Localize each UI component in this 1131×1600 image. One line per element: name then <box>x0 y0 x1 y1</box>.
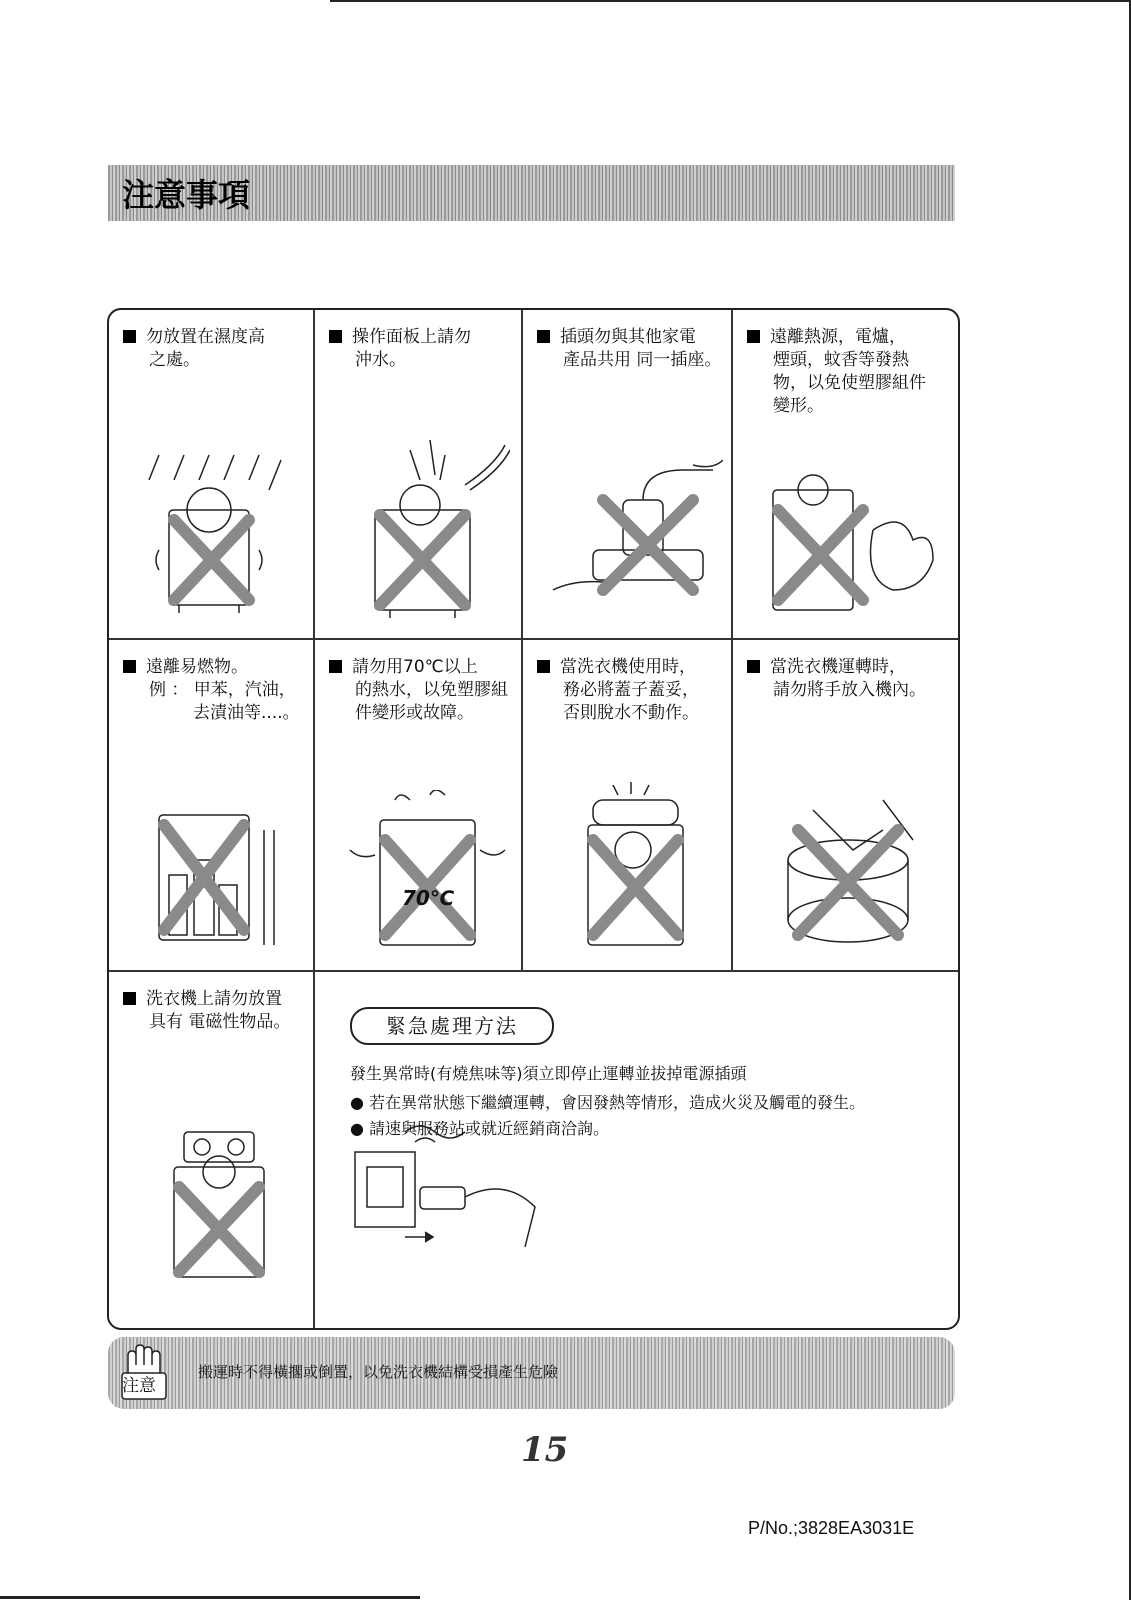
emergency-title: 緊急處理方法 <box>350 1007 554 1045</box>
emergency-bullet-text: 若在異常狀態下繼續運轉，會因發熱等情形，造成火災及觸電的發生。 <box>369 1093 866 1112</box>
caution-text: 插頭勿與其他家電 <box>560 327 696 347</box>
caution-text: 當洗衣機使用時， <box>560 657 696 677</box>
caution-text: 請勿將手放入機內。 <box>773 680 926 700</box>
emergency-bullet: ● 請速與服務站或就近經銷商洽詢。 <box>350 1119 610 1138</box>
caution-text: 遠離熱源，電爐， <box>770 327 906 347</box>
part-number: P/No.;3828EA3031E <box>748 1518 915 1538</box>
bullet-square <box>537 330 550 343</box>
caution-text: 沖水。 <box>355 350 406 370</box>
radio-on-washer-illustration <box>144 1112 294 1287</box>
caution-text: 務必將蓋子蓋妥， <box>563 680 699 700</box>
bullet-square <box>747 330 760 343</box>
cautions-panel <box>107 308 960 1330</box>
caution-text: 物，以免使塑膠組件 <box>773 373 926 393</box>
bullet-square <box>329 330 342 343</box>
caution-text: 否則脫水不動作。 <box>563 703 699 723</box>
lid-washer-illustration <box>553 780 713 955</box>
power-strip-illustration <box>543 460 723 610</box>
bullet-square <box>329 660 342 673</box>
bullet-square <box>123 992 136 1005</box>
caution-text: 當洗衣機運轉時， <box>770 657 906 677</box>
caution-text: 之處。 <box>149 350 200 370</box>
bullet-square <box>123 660 136 673</box>
caution-humidity <box>109 310 313 638</box>
caution-text: 去漬油等....。 <box>193 703 300 723</box>
section-title-bar <box>108 165 955 221</box>
caution-text: 洗衣機上請勿放置 <box>146 989 282 1009</box>
caution-text: 產品共用 同一插座。 <box>563 350 722 370</box>
emergency-bullet: ● 若在異常狀態下繼續運轉，會因發熱等情形，造成火災及觸電的發生。 <box>350 1093 866 1112</box>
caution-text: 操作面板上請勿 <box>352 327 471 347</box>
caution-text: 例 ： 甲苯，汽油， <box>149 680 296 700</box>
emergency-bullet-text: 請速與服務站或就近經銷商洽詢。 <box>369 1119 610 1138</box>
water-hose-illustration <box>350 430 510 620</box>
caution-text: 的熱水，以免塑膠組 <box>355 680 508 700</box>
humid-washer-illustration <box>139 450 289 620</box>
caution-note-text: 搬運時不得橫擱或倒置，以免洗衣機結構受損產生危險 <box>198 1363 559 1381</box>
caution-text: 請勿用70℃以上 <box>352 657 478 677</box>
bullet-square <box>537 660 550 673</box>
bottom-edge-rule <box>0 1596 420 1599</box>
caution-text: 變形。 <box>773 396 824 416</box>
caution-heat-source <box>733 310 958 638</box>
hand-in-drum-illustration <box>753 790 943 955</box>
caution-hands-inside <box>733 640 958 970</box>
caution-badge: 注意 <box>122 1376 156 1396</box>
caution-note-bar <box>108 1337 955 1409</box>
hot-water-illustration <box>340 790 510 955</box>
caution-lid-closed <box>523 640 731 970</box>
page-title: 注意事項 <box>122 176 251 214</box>
top-edge-rule <box>330 0 1131 2</box>
fire-illustration <box>753 470 943 620</box>
caution-hot-water <box>315 640 521 970</box>
caution-magnetic-items <box>109 972 313 1328</box>
caution-text: 具有 電磁性物品。 <box>149 1012 291 1032</box>
caution-text: 件變形或故障。 <box>355 703 474 723</box>
bullet-square <box>747 660 760 673</box>
emergency-intro: 發生異常時(有燒焦味等)須立即停止運轉並拔掉電源插頭 <box>350 1064 747 1083</box>
temperature-label: 70℃ <box>402 886 455 910</box>
caution-text: 遠離易燃物。 <box>146 657 248 677</box>
bullet-square <box>123 330 136 343</box>
flammables-illustration <box>134 790 294 955</box>
caution-text: 勿放置在濕度高 <box>146 327 265 347</box>
caution-text: 煙頭，蚊香等發熱 <box>773 350 909 370</box>
caution-flammables <box>109 640 313 970</box>
caution-panel-water <box>315 310 521 638</box>
caution-shared-outlet <box>523 310 731 638</box>
page-number: 15 <box>521 1430 569 1470</box>
